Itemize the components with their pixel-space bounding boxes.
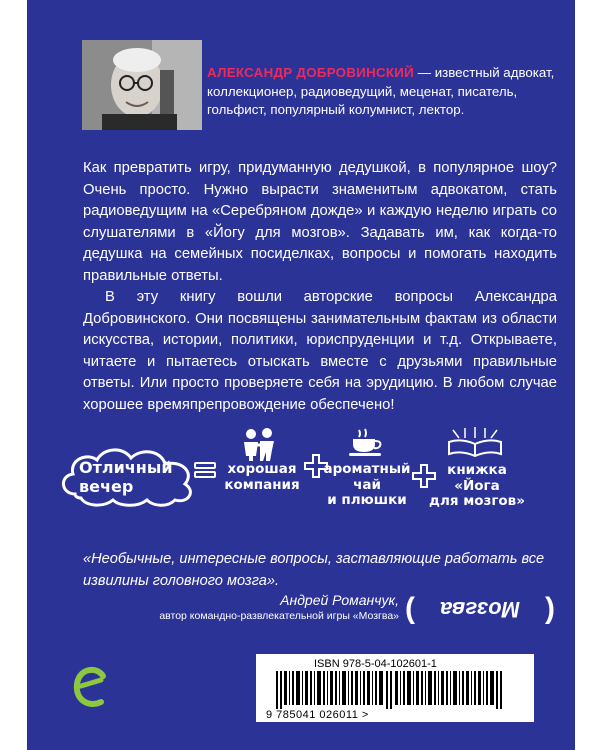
equals-icon [194, 460, 216, 480]
isbn-label: ISBN 978-5-04-102601-1 [314, 658, 437, 670]
annotation-text [83, 158, 557, 416]
mozgva-word: Мозгва [440, 597, 520, 622]
term-tea-line1: ароматный [323, 461, 411, 477]
annotation-paragraph-1: Как превратить игру, придуманную дедушкой, в популярное шоу? Очень просто. Нужно вырасти знаменитым адвокатом, стать радиоведущим на «Серебряном дожде» и каждую неделю играть со слушателями в «Йогу для мозгов». Задавать им, как когда-то дедушка на семейных посиделках, вопросы и помогать находить правильные ответы. [83, 160, 557, 284]
back-cover [27, 0, 575, 750]
quote-author-name: Андрей Романчук, [280, 592, 399, 608]
open-book-icon [445, 426, 505, 460]
barcode-block [256, 654, 534, 722]
equation-term-company [223, 462, 301, 493]
quote-author-role: автор командно-развлекательной игры «Мозгва» [159, 610, 399, 622]
equation-result-line1: Отличный [79, 458, 173, 477]
barcode-icon [268, 671, 522, 709]
term-tea-line3: и плюшки [327, 492, 407, 508]
term-book-line3: для мозгов» [429, 493, 525, 509]
term-book-line1: книжка [447, 462, 507, 478]
equation-term-book [429, 463, 525, 510]
mozgva-bracket-right: ) [545, 592, 555, 625]
annotation-paragraph-2: В эту книгу вошли авторские вопросы Александра Добровинского. Они посвящены занимательным фактам из области искусства, истории, политики, юриспруденции и т.д. Открываете, читаете и пытаетесь отыскать вместе с друзьями правильные ответы. Или просто проверяете себя на эрудицию. В любом случае хорошее времяпрепровождение обеспечено! [83, 289, 557, 413]
mozgva-logo [405, 590, 555, 628]
teacup-icon [347, 428, 385, 458]
review-quote: «Необычные, интересные вопросы, заставляющие работать все извилины головного мозга». [83, 551, 545, 589]
term-book-line2: «Йога [454, 477, 500, 494]
equation-result-line2: вечер [79, 477, 134, 496]
quote-author-block [137, 592, 399, 622]
equation-term-tea [321, 462, 413, 509]
author-name: АЛЕКСАНДР ДОБРОВИНСКИЙ [207, 65, 415, 80]
publisher-logo-icon [71, 662, 111, 714]
term-company-line2: компания [224, 476, 300, 493]
author-photo [82, 40, 202, 130]
friends-icon [239, 428, 279, 462]
author-bio [207, 64, 557, 120]
term-company-line1: хорошая [227, 461, 297, 477]
barcode-digits: 9 785041 026011 > [266, 709, 369, 721]
equation-result [79, 458, 174, 496]
term-tea-line2: чай [353, 476, 381, 493]
author-description: — известный адвокат, коллекционер, радиоведущий, меценат, писатель, гольфист, популярный колумнист, лектор. [207, 65, 555, 117]
mozgva-bracket-left: ( [405, 592, 415, 625]
